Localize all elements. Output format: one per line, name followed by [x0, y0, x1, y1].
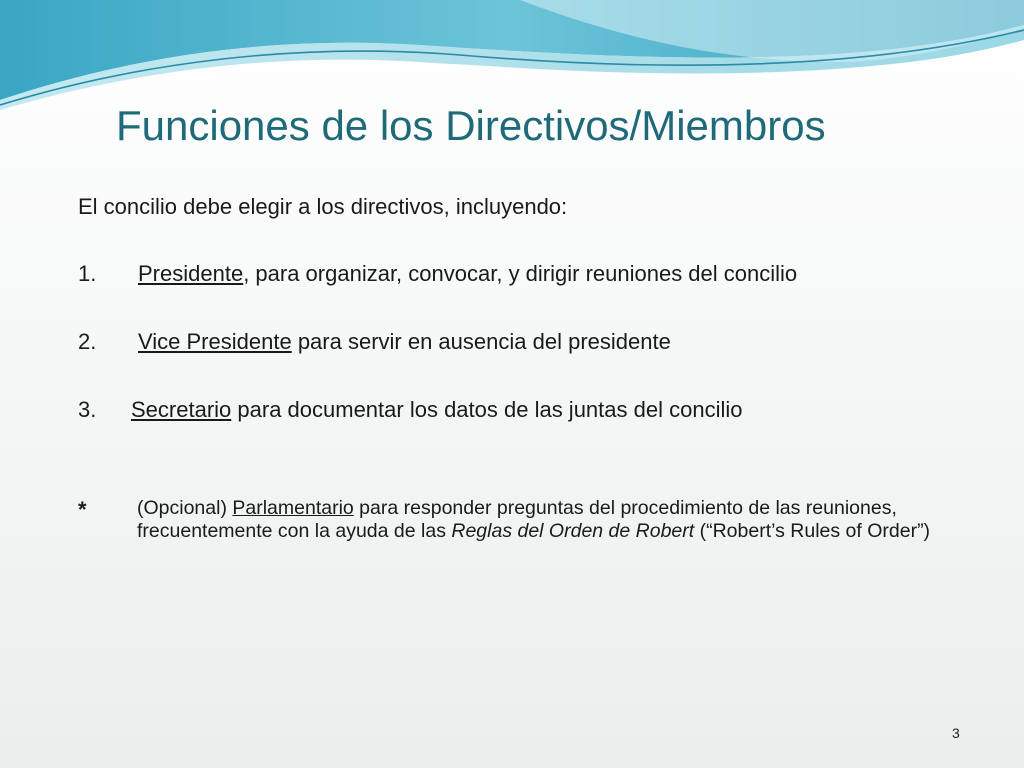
optional-text: [137, 497, 958, 544]
optional-prefix: (Opcional): [137, 497, 233, 519]
role-description: para servir en ausencia del presidente: [291, 329, 671, 354]
optional-item: [78, 497, 958, 544]
list-number: 2.: [78, 329, 97, 354]
role-description: para documentar los datos de las juntas del concilio: [231, 397, 743, 422]
list-number: 1.: [78, 261, 97, 286]
intro-text: El concilio debe elegir a los directivos, incluyendo:: [78, 194, 568, 219]
role-description: para responder preguntas del procedimiento de las reuniones, frecuentemente con la ayuda de las: [137, 497, 897, 543]
list-item: [78, 328, 671, 357]
role-name: Presidente: [138, 261, 244, 286]
list-item: [78, 260, 797, 289]
role-name: Secretario: [131, 397, 232, 422]
list-item: [78, 396, 742, 425]
slide-title: Funciones de los Directivos/Miembros: [116, 102, 826, 149]
book-title: Reglas del Orden de Robert: [451, 520, 695, 543]
optional-suffix: (“Robert’s Rules of Order”): [694, 520, 931, 543]
asterisk-marker: *: [78, 497, 87, 522]
role-name: Parlamentario: [232, 497, 354, 519]
role-name: Vice Presidente: [138, 329, 292, 354]
list-number: 3.: [78, 397, 97, 422]
role-description: , para organizar, convocar, y dirigir reuniones del concilio: [243, 261, 798, 286]
page-number: 3: [952, 725, 960, 741]
